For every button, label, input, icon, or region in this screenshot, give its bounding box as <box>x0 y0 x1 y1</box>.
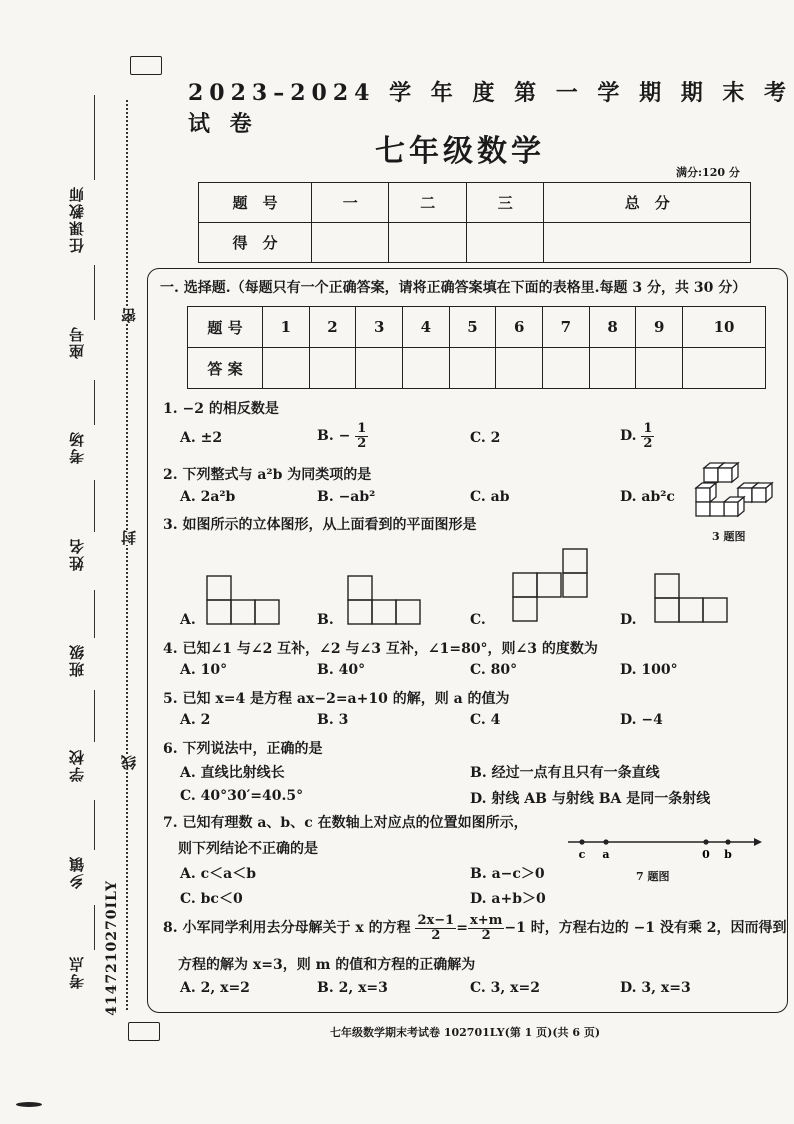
score-cell[interactable] <box>312 223 389 263</box>
question-4-option-d: D. 100° <box>620 662 678 678</box>
fraction-numerator: 1 <box>643 421 653 436</box>
question-2-option-c: C. ab <box>470 489 510 505</box>
question-2-stem: 2. 下列整式与 a²b 为同类项的是 <box>163 467 372 483</box>
corner-box-bottom <box>128 1022 160 1041</box>
page-footer: 七年级数学期末考试卷 102701LY(第 1 页)(共 6 页) <box>330 1026 601 1039</box>
label-exam-site: 考点 <box>68 955 86 989</box>
fraction <box>641 422 654 450</box>
seal-char-mi: 密 <box>120 308 138 323</box>
exam-title: 2023–2024 学 年 度 第 一 学 期 期 末 考 试 卷 <box>188 80 793 137</box>
answer-cell[interactable] <box>356 348 403 389</box>
question-3-figure-b <box>346 574 436 626</box>
answer-number: 7 <box>543 307 590 348</box>
question-5-option-b: B. 3 <box>317 712 349 728</box>
question-3-option-a: A. <box>180 612 196 628</box>
label-name: 姓名 <box>68 537 86 571</box>
exam-id: 4147210270ILY <box>104 880 120 1016</box>
answer-row <box>188 348 766 389</box>
score-cell[interactable] <box>389 223 466 263</box>
question-3-figure-a <box>205 574 285 626</box>
question-6-option-b: B. 经过一点有且只有一条直线 <box>470 765 660 781</box>
subject-title: 七年级数学 <box>375 134 545 169</box>
score-header-cell: 三 <box>466 183 543 223</box>
answer-cell[interactable] <box>496 348 543 389</box>
score-table <box>198 182 751 263</box>
answer-cell[interactable] <box>683 348 766 389</box>
answer-number: 4 <box>403 307 450 348</box>
answer-number: 6 <box>496 307 543 348</box>
fraction-numerator: x+m <box>469 913 503 928</box>
answer-number: 3 <box>356 307 403 348</box>
question-3-caption: 3 题图 <box>712 530 746 543</box>
label-teacher: 任课教师 <box>68 185 86 253</box>
fraction <box>355 422 368 450</box>
question-6-option-d: D. 射线 AB 与射线 BA 是同一条射线 <box>470 791 711 807</box>
question-7-caption: 7 题图 <box>636 870 670 883</box>
question-4-option-b: B. 40° <box>317 662 366 678</box>
score-table-score-row <box>199 223 751 263</box>
question-5-option-c: C. 4 <box>470 712 501 728</box>
question-8-option-a: A. 2, x=2 <box>180 980 250 996</box>
answer-number: 8 <box>589 307 636 348</box>
question-4-option-a: A. 10° <box>180 662 228 678</box>
question-3-stem: 3. 如图所示的立体图形，从上面看到的平面图形是 <box>163 517 477 533</box>
cube-stack-figure <box>690 462 774 520</box>
question-4-option-c: C. 80° <box>470 662 518 678</box>
answer-number: 1 <box>263 307 310 348</box>
question-2-option-b: B. −ab² <box>317 489 376 505</box>
seal-char-feng: 封 <box>120 530 138 545</box>
blank-line <box>94 690 95 742</box>
score-header-cell: 题 号 <box>199 183 312 223</box>
label-room: 考场 <box>68 430 86 464</box>
question-7-option-c: C. bc＜0 <box>180 891 243 907</box>
question-8-option-d: D. 3, x=3 <box>620 980 691 996</box>
fraction-denominator: 2 <box>357 435 367 451</box>
label-town: 乡镇 <box>68 855 86 889</box>
question-1-option-c: C. 2 <box>470 430 501 446</box>
fraction-numerator: 2x−1 <box>417 913 455 928</box>
blank-line <box>94 265 95 320</box>
label-school: 学校 <box>68 748 86 782</box>
question-7-option-b: B. a−c＞0 <box>470 866 545 882</box>
question-1-stem: 1. −2 的相反数是 <box>163 401 279 417</box>
ink-blot <box>16 1102 42 1107</box>
answer-cell[interactable] <box>589 348 636 389</box>
blank-line <box>94 905 95 950</box>
answer-cell[interactable] <box>403 348 450 389</box>
answer-cell[interactable] <box>543 348 590 389</box>
question-8-option-b: B. 2, x=3 <box>317 980 388 996</box>
question-3-option-c: C. <box>470 612 486 628</box>
score-cell[interactable] <box>544 223 751 263</box>
answer-label: 答 案 <box>188 348 263 389</box>
question-6-option-c: C. 40°30′=40.5° <box>180 788 304 804</box>
answer-number-label: 题 号 <box>188 307 263 348</box>
fraction-denominator: 2 <box>431 927 441 943</box>
answer-cell[interactable] <box>449 348 496 389</box>
question-6-stem: 6. 下列说法中，正确的是 <box>163 741 323 757</box>
blank-line <box>94 590 95 638</box>
axis-label-b: b <box>724 848 732 861</box>
answer-cell[interactable] <box>636 348 683 389</box>
score-header-cell: 二 <box>389 183 466 223</box>
answer-number: 2 <box>309 307 356 348</box>
question-5-option-a: A. 2 <box>180 712 211 728</box>
question-7-stem: 7. 已知有理数 a、b、c 在数轴上对应点的位置如图所示， <box>163 815 528 831</box>
question-1-option-d <box>620 422 654 450</box>
fraction-denominator: 2 <box>643 435 653 451</box>
question-1-option-b <box>317 422 368 450</box>
option-prefix: B. − <box>317 428 351 445</box>
answer-table <box>187 306 766 389</box>
fraction-numerator: 1 <box>357 421 367 436</box>
question-1-option-a: A. ±2 <box>180 430 223 446</box>
question-5-stem: 5. 已知 x=4 是方程 ax−2=a+10 的解，则 a 的值为 <box>163 691 510 707</box>
blank-line <box>94 380 95 425</box>
question-8-stem-prefix: 8. 小军同学利用去分母解关于 x 的方程 <box>163 920 411 937</box>
question-8-stem-suffix: −1 时，方程右边的 −1 没有乘 2，因而得到 <box>504 920 787 937</box>
blank-line <box>94 480 95 532</box>
question-3-figure-c <box>511 547 591 627</box>
answer-number: 5 <box>449 307 496 348</box>
question-7-option-a: A. c＜a＜b <box>180 866 256 882</box>
equals-sign: = <box>456 920 468 937</box>
score-label-cell: 得 分 <box>199 223 312 263</box>
seal-dotted-line <box>126 100 128 1010</box>
answer-number-row <box>188 307 766 348</box>
number-line-figure <box>566 832 766 862</box>
question-8-option-c: C. 3, x=2 <box>470 980 540 996</box>
question-3-option-b: B. <box>317 612 334 628</box>
question-2-option-d: D. ab²c <box>620 489 675 505</box>
option-prefix: D. <box>620 428 637 445</box>
question-2-option-a: A. 2a²b <box>180 489 236 505</box>
full-mark: 满分:120 分 <box>676 166 740 179</box>
question-3-figure-d <box>653 572 733 628</box>
score-header-cell: 一 <box>312 183 389 223</box>
blank-line <box>94 800 95 850</box>
question-8-stem-line2: 方程的解为 x=3，则 m 的值和方程的正确解为 <box>178 957 476 973</box>
score-table-header-row <box>199 183 751 223</box>
score-cell[interactable] <box>466 223 543 263</box>
fraction-denominator: 2 <box>481 927 491 943</box>
score-header-cell: 总 分 <box>544 183 751 223</box>
question-8-stem <box>163 914 787 942</box>
axis-label-zero: 0 <box>702 848 710 861</box>
question-7-option-d: D. a+b＞0 <box>470 891 546 907</box>
answer-cell[interactable] <box>309 348 356 389</box>
axis-label-c: c <box>578 848 586 861</box>
question-3-option-d: D. <box>620 612 637 628</box>
axis-label-a: a <box>602 848 610 861</box>
answer-number: 9 <box>636 307 683 348</box>
question-6-option-a: A. 直线比射线长 <box>180 765 285 781</box>
fraction <box>415 914 456 942</box>
question-5-option-d: D. −4 <box>620 712 663 728</box>
section-one-heading: 一. 选择题.（每题只有一个正确答案，请将正确答案填在下面的表格里.每题 3 分，共 30 分） <box>160 280 747 296</box>
label-class: 班级 <box>68 643 86 677</box>
question-7-stem-line2: 则下列结论不正确的是 <box>178 841 318 857</box>
corner-box-top <box>130 56 162 75</box>
question-4-stem: 4. 已知∠1 与∠2 互补，∠2 与∠3 互补，∠1=80°，则∠3 的度数为 <box>163 641 598 657</box>
seal-char-xian: 线 <box>120 755 138 770</box>
answer-number: 10 <box>683 307 766 348</box>
answer-cell[interactable] <box>263 348 310 389</box>
label-seat: 座号 <box>68 325 86 359</box>
fraction <box>468 914 504 942</box>
